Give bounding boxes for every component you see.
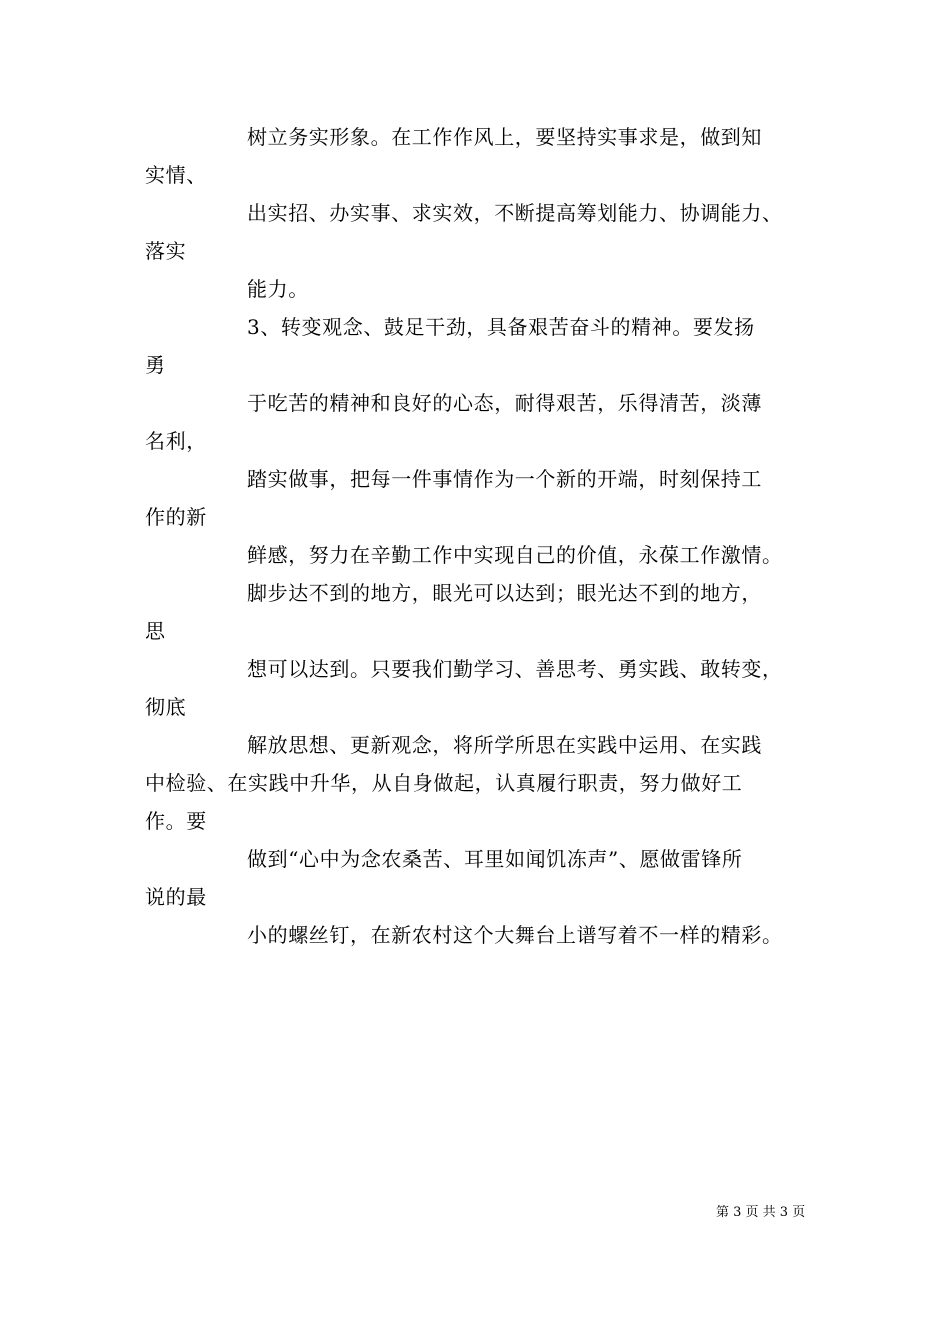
text-line: 说的最 [145,885,207,909]
text-line: 踏实做事，把每一件事情作为一个新的开端，时刻保持工 [247,467,762,491]
text-line: 落实 [145,239,187,263]
text-line: 3、转变观念、鼓足干劲，具备艰苦奋斗的精神。要发扬 [247,315,755,339]
text-line: 名利， [145,429,207,453]
text-line: 思 [145,619,166,643]
text-line: 勇 [145,353,166,377]
text-line: 鲜感，努力在辛勤工作中实现自己的价值，永葆工作激情。 [247,543,783,567]
text-line: 于吃苦的精神和良好的心态，耐得艰苦，乐得清苦，淡薄 [247,391,762,415]
text-line: 解放思想、更新观念，将所学所思在实践中运用、在实践 [247,733,762,757]
text-line: 出实招、办实事、求实效，不断提高筹划能力、协调能力、 [247,201,783,225]
text-line: 彻底 [145,695,187,719]
body-text [145,118,835,954]
text-line: 树立务实形象。在工作作风上，要坚持实事求是，做到知 [247,125,762,149]
text-line: 想可以达到。只要我们勤学习、善思考、勇实践、敢转变， [247,657,783,681]
text-line: 中检验、在实践中升华，从自身做起，认真履行职责，努力做好工 [145,771,743,795]
text-line: 实情、 [145,163,207,187]
page-footer: 第 3 页 共 3 页 [716,1205,806,1220]
text-line: 能力。 [247,277,309,301]
text-line: 脚步达不到的地方，眼光可以达到；眼光达不到的地方， [247,581,762,605]
text-line: 小的螺丝钉，在新农村这个大舞台上谱写着不一样的精彩。 [247,923,783,947]
text-line: 做到“心中为念农桑苦、耳里如闻饥冻声”、愿做雷锋所 [247,847,743,871]
text-line: 作的新 [145,505,207,529]
text-line: 作。要 [145,809,207,833]
